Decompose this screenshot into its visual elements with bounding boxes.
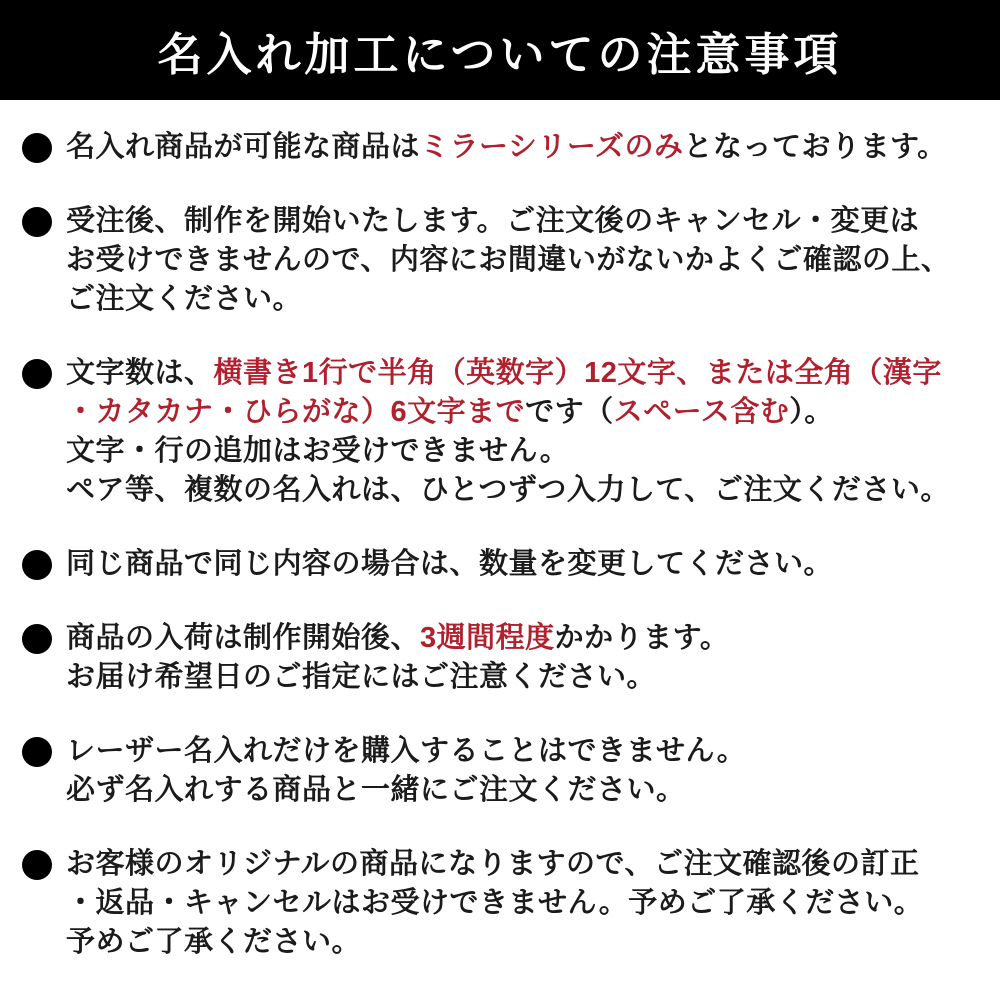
notice-line: [66, 202, 950, 241]
notice-text: [66, 545, 833, 584]
text-segment: となっております。: [683, 131, 947, 163]
notice-text: [66, 354, 950, 510]
notice-text: [66, 619, 729, 697]
text-segment: 横書き1行で半角（英数字）12文字、または全角（漢字: [213, 357, 942, 389]
text-segment: スペース含む: [613, 396, 790, 428]
notice-text: [66, 845, 923, 962]
notice-item-3: [22, 354, 990, 510]
text-segment: 必ず名入れする商品と一緒にご注文ください。: [66, 774, 686, 806]
text-segment: お客様のオリジナルの商品になりますので、ご注文確認後の訂正: [66, 848, 920, 880]
notice-line: [66, 884, 923, 923]
text-segment: 文字・行の追加はお受けできません。: [66, 435, 570, 467]
text-segment: 文字数は、: [66, 357, 214, 389]
notice-line: [66, 280, 950, 319]
bullet-icon: [22, 624, 52, 654]
bullet-icon: [22, 737, 52, 767]
text-segment: ご注文ください。: [66, 283, 303, 315]
bullet-icon: [22, 550, 52, 580]
text-segment: ・カタカナ・ひらがな）6文字まで: [66, 396, 526, 428]
text-segment: 3週間程度: [420, 622, 555, 654]
notice-item-6: [22, 732, 990, 810]
text-segment: お届け希望日のご指定にはご注意ください。: [66, 661, 657, 693]
text-segment: 受注後、制作を開始いたします。ご注文後のキャンセル・変更は: [66, 205, 920, 237]
notice-line: [66, 845, 923, 884]
text-segment: レーザー名入れだけを購入することはできません。: [66, 735, 747, 767]
text-segment: ミラーシリーズのみ: [420, 131, 684, 163]
bullet-icon: [22, 207, 52, 237]
notice-line: [66, 545, 833, 584]
notice-line: [66, 432, 950, 471]
notice-line: [66, 923, 923, 962]
notice-line: [66, 354, 950, 393]
notice-line: [66, 128, 947, 167]
notice-line: [66, 619, 729, 658]
text-segment: お受けできませんので、内容にお間違いがないかよくご確認の上、: [66, 244, 951, 276]
bullet-icon: [22, 850, 52, 880]
text-segment: 同じ商品で同じ内容の場合は、数量を変更してください。: [66, 548, 834, 580]
notice-item-7: [22, 845, 990, 962]
notice-item-4: [22, 545, 990, 584]
notice-line: [66, 732, 746, 771]
bullet-icon: [22, 359, 52, 389]
notice-text: [66, 128, 947, 167]
text-segment: ）。: [789, 396, 834, 428]
bullet-icon: [22, 133, 52, 163]
page-title: 名入れ加工についての注意事項: [157, 28, 843, 80]
notice-item-1: [22, 128, 990, 167]
text-segment: かかります。: [554, 622, 730, 654]
notice-list: [0, 100, 1000, 962]
notice-line: [66, 471, 950, 510]
text-segment: ・返品・キャンセルはお受けできません。予めご了承ください。: [66, 887, 924, 919]
text-segment: ペア等、複数の名入れは、ひとつずつ入力して、ご注文ください。: [66, 474, 950, 506]
notice-item-2: [22, 202, 990, 319]
text-segment: 名入れ商品が可能な商品は: [66, 131, 421, 163]
text-segment: です（: [525, 396, 614, 428]
notice-line: [66, 658, 729, 697]
notice-line: [66, 241, 950, 280]
text-segment: 予めご了承ください。: [66, 926, 362, 958]
notice-text: [66, 202, 950, 319]
text-segment: 商品の入荷は制作開始後、: [66, 622, 421, 654]
notice-line: [66, 771, 746, 810]
header-bar: [0, 0, 1000, 100]
notice-line: [66, 393, 950, 432]
notice-text: [66, 732, 746, 810]
notice-item-5: [22, 619, 990, 697]
